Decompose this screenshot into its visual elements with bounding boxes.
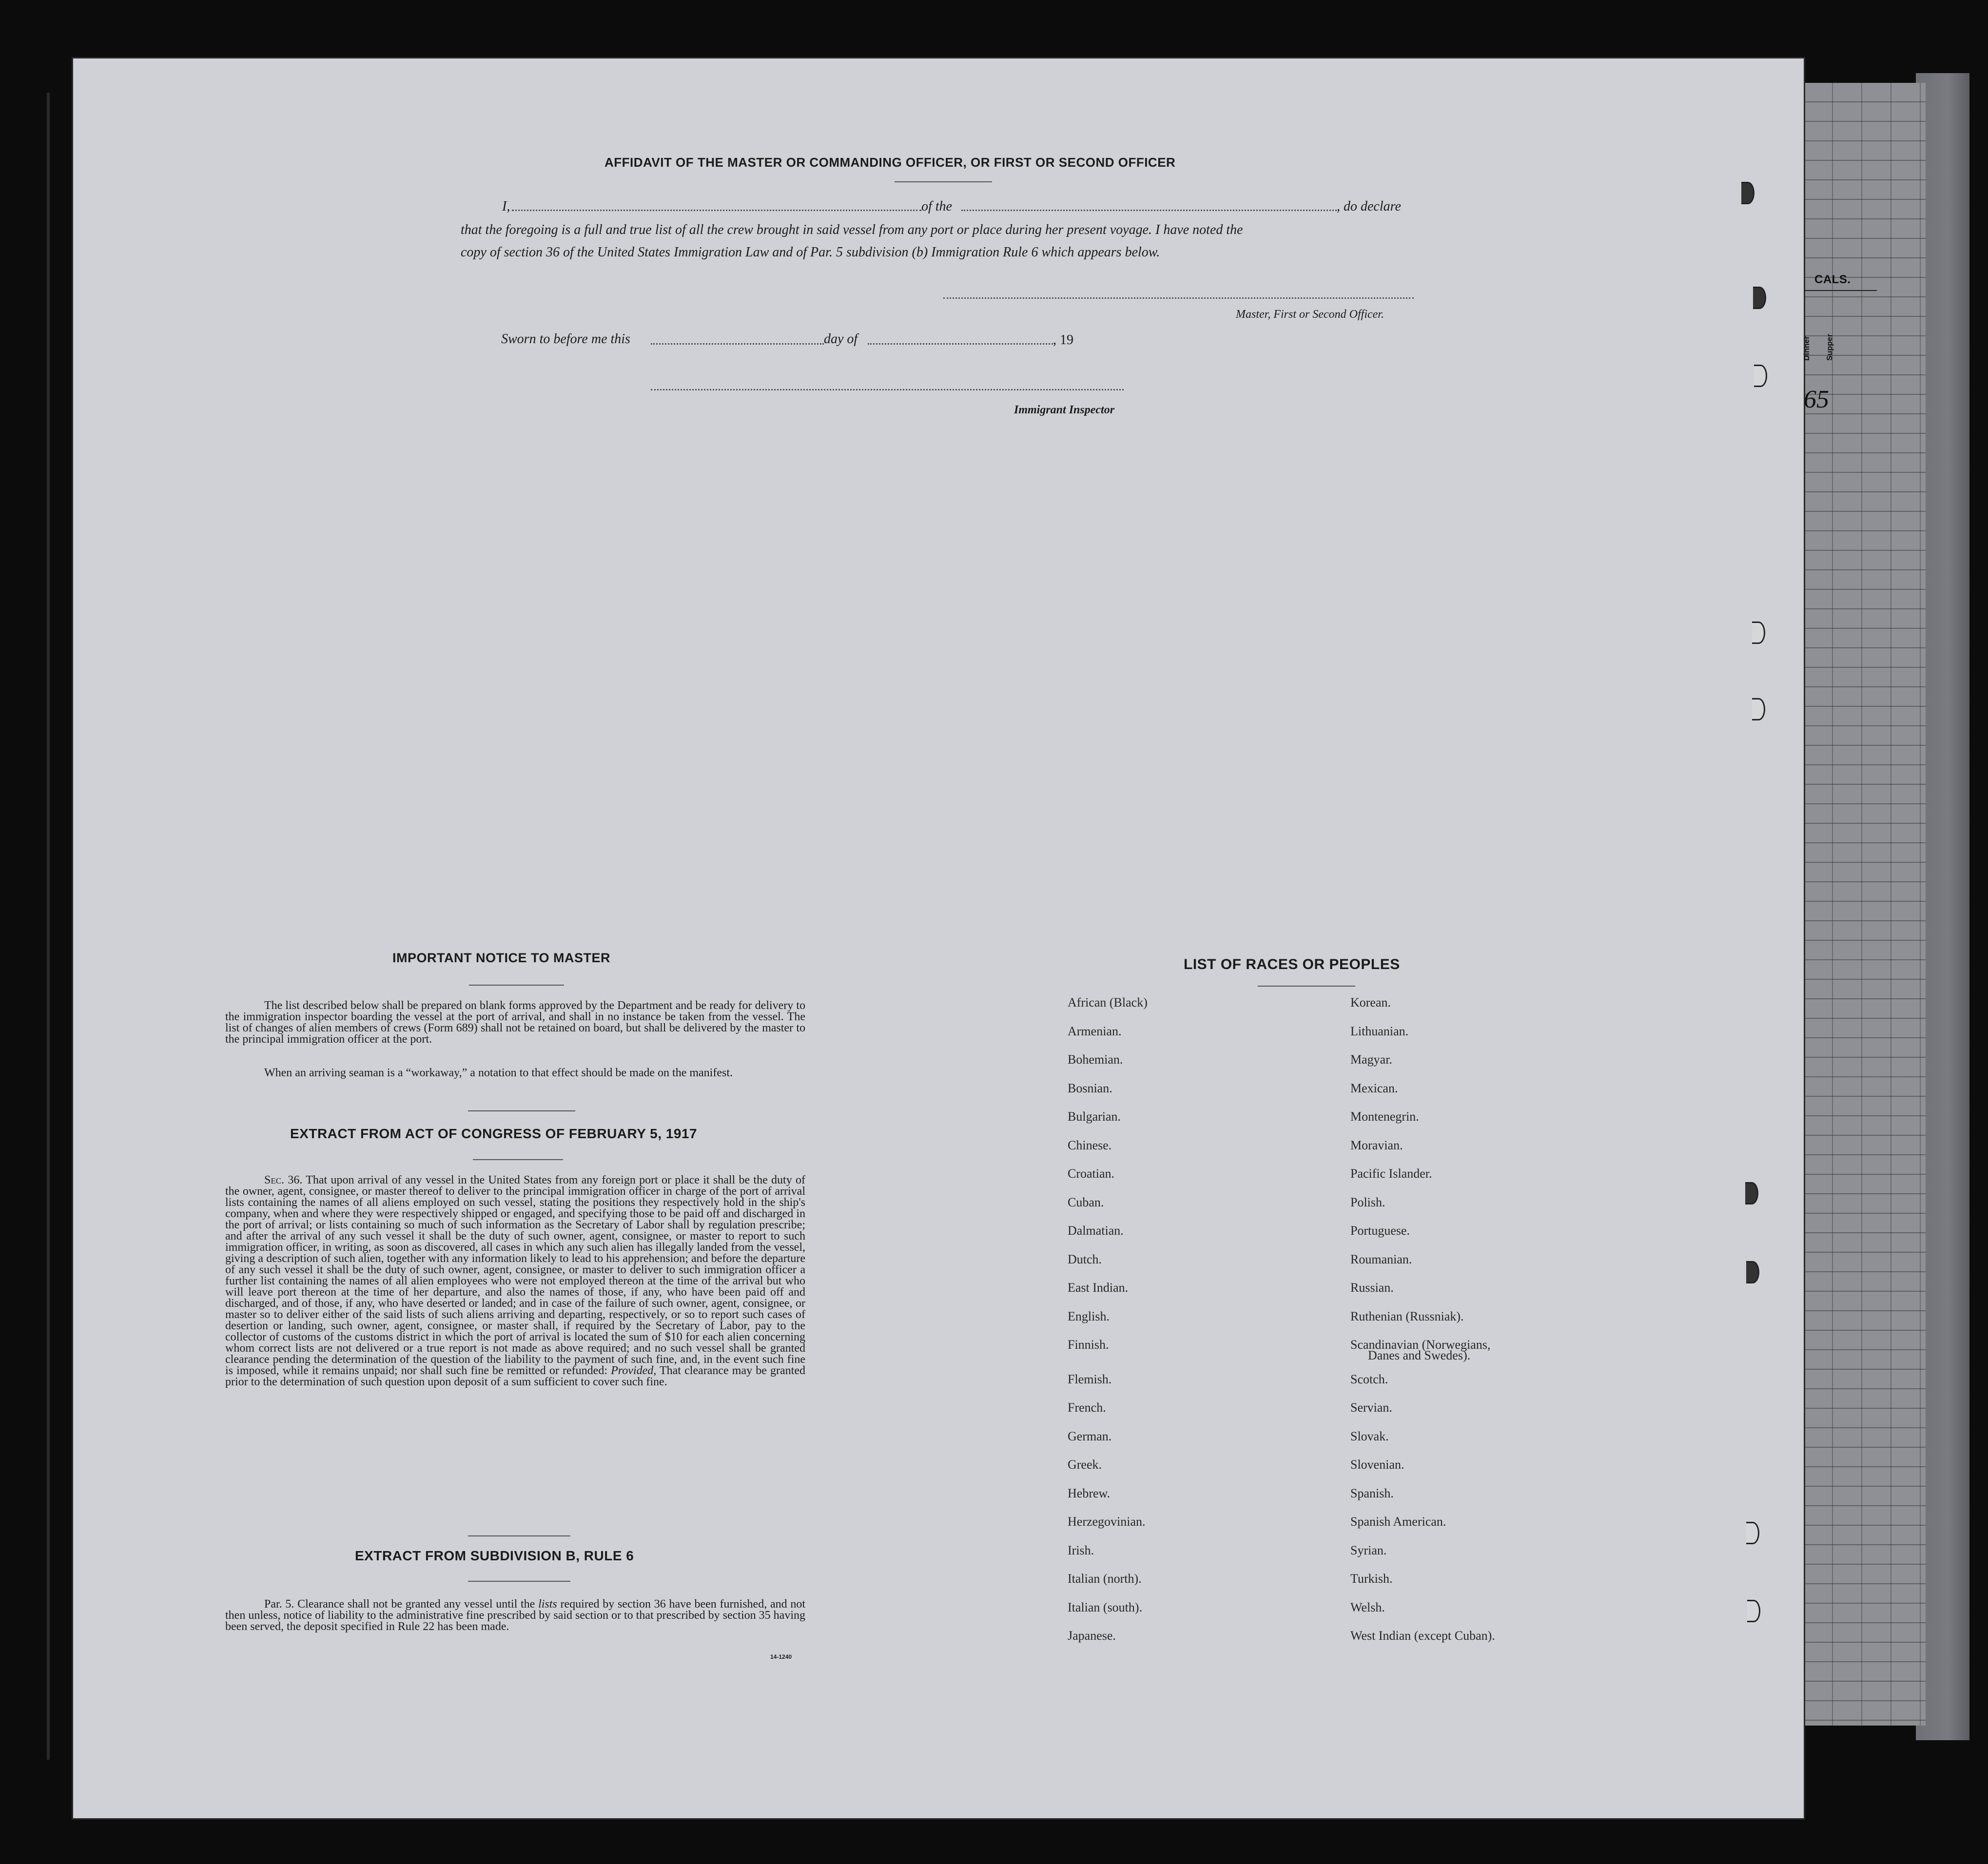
handwritten-number: 65: [1804, 386, 1829, 413]
race-item: French.: [1068, 1400, 1106, 1415]
races-title: LIST OF RACES OR PEOPLES: [1184, 956, 1400, 972]
name-blank[interactable]: [512, 210, 921, 211]
race-item: German.: [1068, 1429, 1112, 1443]
race-item: Ruthenian (Russniak).: [1350, 1309, 1464, 1323]
inspector-blank[interactable]: [651, 389, 1124, 390]
act-body-end: That clearance may be granted prior to the determination of such question upon deposit of a sum sufficient to cover such fine.: [225, 1364, 806, 1388]
notice-para2: When an arriving seaman is a “workaway,” a notation to that effect should be made on the manifest.: [264, 1067, 733, 1079]
notice-title: IMPORTANT NOTICE TO MASTER: [392, 951, 610, 965]
signature-label: Master, First or Second Officer.: [1236, 308, 1384, 321]
sworn-text: Sworn to before me this: [501, 331, 630, 347]
affidavit-line2: that the foregoing is a full and true list of all the crew brought in said vessel from any port or place during her present voyage. I have noted the: [461, 222, 1243, 237]
races-right-column: [1350, 995, 1692, 1653]
race-item: Moravian.: [1350, 1138, 1403, 1152]
race-item: Magyar.: [1350, 1052, 1392, 1067]
race-item: Scandinavian (Norwegians,: [1350, 1338, 1491, 1352]
race-item-scandinavian-cont: Danes and Swedes).: [1368, 1348, 1471, 1362]
act-provided: Provided,: [611, 1364, 657, 1377]
binder-hole: [1747, 1600, 1760, 1622]
race-item: Slovak.: [1350, 1429, 1389, 1443]
race-item: Herzegovinian.: [1068, 1514, 1146, 1529]
sworn-month-blank[interactable]: [868, 343, 1053, 345]
back-page-col-dinner: Dinner: [1803, 336, 1811, 361]
race-item: Italian (south).: [1068, 1600, 1143, 1614]
race-item: Irish.: [1068, 1543, 1094, 1557]
race-item: Armenian.: [1068, 1024, 1122, 1038]
race-item: African (Black): [1068, 995, 1148, 1010]
sworn-year: , 19: [1053, 332, 1073, 348]
race-item: Bulgarian.: [1068, 1109, 1121, 1124]
affidavit-declare: , do declare: [1337, 199, 1401, 214]
binder-hole: [1754, 365, 1767, 387]
race-item: Spanish American.: [1350, 1514, 1446, 1529]
race-item: Roumanian.: [1350, 1252, 1412, 1266]
race-item: Servian.: [1350, 1400, 1392, 1415]
race-item: Portuguese.: [1350, 1223, 1410, 1238]
race-item: Hebrew.: [1068, 1486, 1111, 1500]
affidavit-title: AFFIDAVIT OF THE MASTER OR COMMANDING OFFICER, OR FIRST OR SECOND OFFICER: [604, 155, 1176, 170]
inspector-label: Immigrant Inspector: [1014, 404, 1115, 416]
race-item: Cuban.: [1068, 1195, 1104, 1209]
notice-para1: The list described below shall be prepared on blank forms approved by the Department and be ready for delivery to the immigration inspector boarding the vessel at the port of arrival, and shall in no instance be taken from the vessel. The list of changes of alien members of crews (Form 689) shall not be retained on board, but shall be delivered by the master to the principal immigration officer at the port.: [225, 999, 805, 1046]
race-item: Italian (north).: [1068, 1572, 1142, 1586]
rule-lists-word: lists: [538, 1598, 557, 1611]
affidavit-line3: copy of section 36 of the United States Immigration Law and of Par. 5 subdivision (b) Immigration Rule 6 which appears below.: [461, 245, 1160, 260]
race-item: Russian.: [1350, 1281, 1394, 1295]
binder-hole: [1752, 698, 1765, 720]
affidavit-i: I,: [502, 199, 510, 214]
act-text: [225, 1175, 805, 1388]
affidavit-title-rule: [895, 181, 992, 182]
act-sec-label: Sec. 36.: [264, 1174, 303, 1186]
binder-hole: [1746, 1522, 1759, 1544]
race-item: West Indian (except Cuban).: [1350, 1629, 1495, 1643]
act-rule: [473, 1159, 563, 1160]
act-top-rule: [468, 1110, 575, 1111]
race-item: Spanish.: [1350, 1486, 1394, 1500]
affidavit-of-the: of the: [921, 199, 952, 214]
race-item: Bohemian.: [1068, 1052, 1123, 1067]
race-item: Dutch.: [1068, 1252, 1102, 1266]
back-page-col-supper: Supper: [1826, 333, 1834, 361]
back-page-header: CALS.: [1814, 273, 1851, 286]
binder-hole: [1746, 1261, 1759, 1283]
act-body: That upon arrival of any vessel in the United States from any foreign port or place it shall be the duty of the owner, agent, consignee, or master thereof to deliver to the principal immigration officer in charge of the port of arrival lists containing the names of all aliens employed on such vessel, stating the positions they respectively hold in the ship's company, when and where they were respectively shipped or engaged, and specifying those to be paid off and discharged in the port of arrival; or lists containing so much of such information as the Secretary of Labor shall by regulation prescribe; and after the arrival of any such vessel it shall be the duty of such owner, agent, consignee, or master to report to such immigration officer, in writing, as soon as discovered, all cases in which any such alien has illegally landed from the vessel, giving a description of such alien, together with any information likely to lead to his apprehension; and before the departure of any such vessel it shall be the duty of such owner, agent, consignee, or master to deliver to such immigration officer a further list containing the names of all alien employees who were not employed thereon at the time of the arrival but who will leave port thereon at the time of her departure, and also the names of those, if any, who have been paid off and discharged, and of those, if any, who have deserted or landed; and in case of the failure of such owner, agent, consignee, or master so to deliver either of the said lists of such aliens arriving and departing, respectively, or so to report such cases of desertion or landing, such owner, agent, consignee, or master shall, if required by the Secretary of Labor, pay to the collector of customs of the customs district in which the port of arrival is located the sum of $10 for each alien concerning whom correct lists are not delivered or a true report is not made as above required; and no such vessel shall be granted clearance pending the determination of the question of the liability to the payment of such fine, and, in the event such fine is imposed, while it remains unpaid; nor shall such fine be remitted or refunded:: [225, 1174, 805, 1377]
races-left-column: [1068, 995, 1360, 1653]
rule-text-a: Par. 5. Clearance shall not be granted any vessel until the: [264, 1598, 539, 1611]
vessel-blank[interactable]: [961, 210, 1337, 211]
race-item: English.: [1068, 1309, 1110, 1323]
race-item: Scotch.: [1350, 1372, 1388, 1386]
form-number: 14-1240: [770, 1653, 792, 1660]
sworn-day-blank[interactable]: [651, 343, 824, 345]
signature-blank[interactable]: [943, 297, 1414, 299]
race-item: Flemish.: [1068, 1372, 1112, 1386]
race-item: Bosnian.: [1068, 1081, 1112, 1095]
left-binding-edge: [47, 93, 50, 1760]
rule-title: EXTRACT FROM SUBDIVISION B, RULE 6: [355, 1548, 634, 1563]
notice-rule: [469, 985, 564, 986]
binder-hole: [1741, 182, 1754, 204]
race-item: Croatian.: [1068, 1166, 1115, 1181]
race-item: Pacific Islander.: [1350, 1166, 1432, 1181]
race-item: Greek.: [1068, 1457, 1102, 1472]
race-item: Slovenian.: [1350, 1457, 1404, 1472]
race-item: Syrian.: [1350, 1543, 1387, 1557]
races-title-rule: [1258, 986, 1355, 987]
binder-hole: [1752, 621, 1765, 644]
back-page-rule: [1804, 290, 1877, 291]
sworn-day-of: day of: [824, 331, 858, 347]
binder-hole: [1753, 287, 1766, 309]
race-item: Turkish.: [1350, 1572, 1393, 1586]
race-item: Finnish.: [1068, 1338, 1109, 1352]
rule-text-b: required by section 36 have been furnished, and not then unless, notice of liability to the administrative fine prescribed by said section or to that prescribed by section 35 having been served, the deposit specified in Rule 22 has been made.: [225, 1598, 806, 1633]
race-item: Montenegrin.: [1350, 1109, 1419, 1124]
race-item: Mexican.: [1350, 1081, 1398, 1095]
race-item: Chinese.: [1068, 1138, 1112, 1152]
race-item: Dalmatian.: [1068, 1223, 1124, 1238]
binder-hole: [1745, 1182, 1758, 1204]
race-item: East Indian.: [1068, 1281, 1129, 1295]
rule-title-rule: [468, 1581, 570, 1582]
race-item: Lithuanian.: [1350, 1024, 1409, 1038]
act-title: EXTRACT FROM ACT OF CONGRESS OF FEBRUARY 5, 1917: [290, 1126, 698, 1141]
race-item: Polish.: [1350, 1195, 1385, 1209]
rule-text: [225, 1599, 805, 1632]
rule-top-rule: [468, 1535, 570, 1536]
race-item: Welsh.: [1350, 1600, 1385, 1614]
race-item: Japanese.: [1068, 1629, 1116, 1643]
race-item: Korean.: [1350, 995, 1391, 1010]
